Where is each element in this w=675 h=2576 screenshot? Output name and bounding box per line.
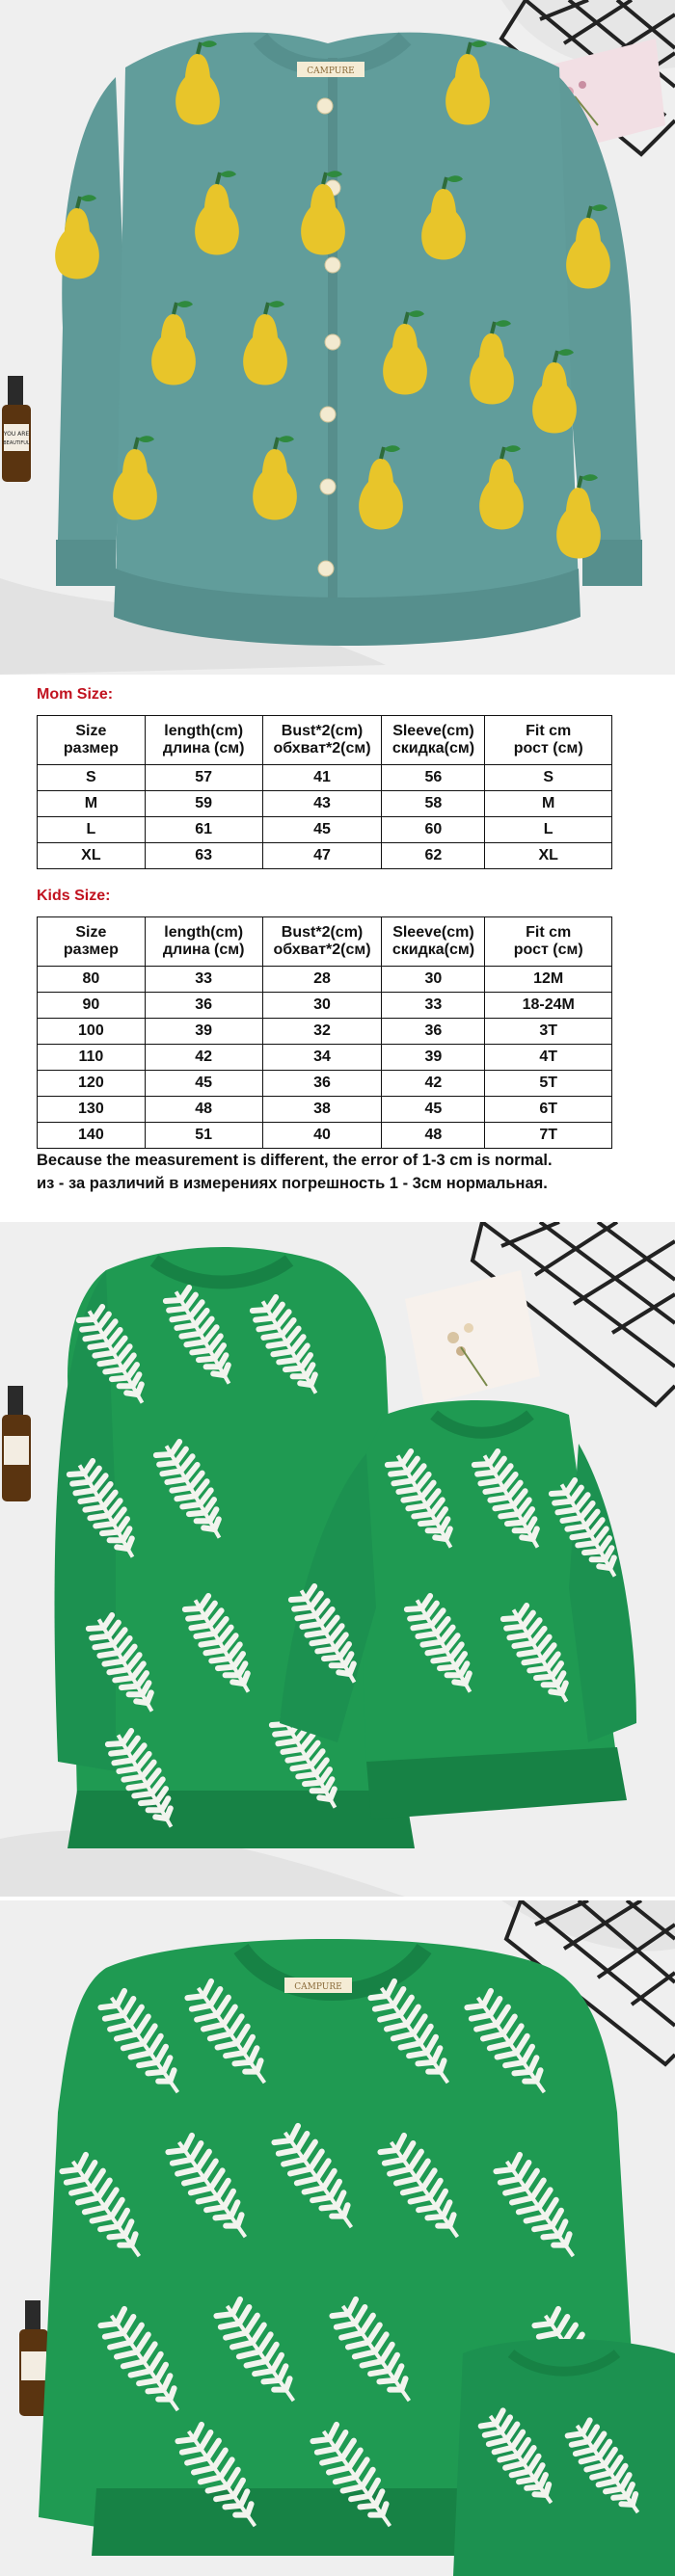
leaf-sweaters-pair-photo — [0, 1222, 675, 1897]
table-row — [38, 843, 612, 869]
table-cell: 48 — [145, 1097, 262, 1123]
table-cell: 43 — [262, 791, 382, 817]
header-label-en: length(cm) — [164, 924, 244, 941]
table-cell: 58 — [382, 791, 485, 817]
table-cell: 3T — [485, 1019, 612, 1045]
table-cell: 42 — [145, 1045, 262, 1071]
table-cell: 100 — [38, 1019, 146, 1045]
measurement-note-en: Because the measurement is different, the error of 1-3 cm is normal. — [37, 1152, 553, 1169]
mom-header-cell — [382, 716, 485, 765]
kids-size-table — [37, 916, 612, 1149]
header-label-ru: обхват*2(см) — [273, 942, 371, 958]
table-row — [38, 791, 612, 817]
mom-header-cell — [145, 716, 262, 765]
table-cell: 18-24M — [485, 993, 612, 1019]
header-label-ru: рост (см) — [513, 740, 583, 757]
table-cell: 40 — [262, 1123, 382, 1149]
kids-header-cell — [262, 917, 382, 967]
table-cell: XL — [485, 843, 612, 869]
table-cell: 4T — [485, 1045, 612, 1071]
table-cell: 42 — [382, 1071, 485, 1097]
mom-header-cell — [485, 716, 612, 765]
table-cell: XL — [38, 843, 146, 869]
table-cell: 45 — [262, 817, 382, 843]
brand-tag-label: CAMPURE — [307, 66, 355, 76]
mom-size-table — [37, 715, 612, 869]
table-cell: L — [485, 817, 612, 843]
table-cell: 39 — [382, 1045, 485, 1071]
table-cell: 45 — [382, 1097, 485, 1123]
bottle-label-line1: YOU ARE — [3, 431, 30, 438]
header-label-en: Fit cm — [526, 723, 572, 739]
table-cell: 61 — [145, 817, 262, 843]
kids-header-cell — [382, 917, 485, 967]
table-cell: 36 — [382, 1019, 485, 1045]
table-cell: 120 — [38, 1071, 146, 1097]
table-cell: 45 — [145, 1071, 262, 1097]
mom-header-cell — [38, 716, 146, 765]
table-row — [38, 765, 612, 791]
table-cell: S — [485, 765, 612, 791]
header-label-ru: скидка(см) — [392, 740, 475, 757]
table-row — [38, 1019, 612, 1045]
header-label-en: length(cm) — [164, 723, 244, 739]
table-row — [38, 817, 612, 843]
mom-header-row — [38, 716, 612, 765]
table-cell: L — [38, 817, 146, 843]
header-label-ru: размер — [63, 740, 119, 757]
table-row — [38, 993, 612, 1019]
table-cell: 47 — [262, 843, 382, 869]
table-cell: 33 — [382, 993, 485, 1019]
table-cell: 62 — [382, 843, 485, 869]
measurement-note-ru: из - за различий в измерениях погрешность 1 - 3см нормальная. — [37, 1175, 548, 1192]
mom-header-cell — [262, 716, 382, 765]
table-cell: 32 — [262, 1019, 382, 1045]
table-cell: 5T — [485, 1071, 612, 1097]
table-cell: 41 — [262, 765, 382, 791]
table-cell: 57 — [145, 765, 262, 791]
header-label-en: Size — [75, 723, 107, 739]
leaf-sweater-front-photo — [0, 1900, 675, 2576]
header-label-ru: размер — [63, 942, 119, 958]
table-cell: 7T — [485, 1123, 612, 1149]
table-cell: 36 — [262, 1071, 382, 1097]
header-label-en: Bust*2(cm) — [281, 924, 364, 941]
table-cell: 90 — [38, 993, 146, 1019]
kids-header-cell — [38, 917, 146, 967]
table-row — [38, 967, 612, 993]
table-cell: 39 — [145, 1019, 262, 1045]
table-cell: 140 — [38, 1123, 146, 1149]
table-cell: S — [38, 765, 146, 791]
kids-header-row — [38, 917, 612, 967]
table-row — [38, 1071, 612, 1097]
table-cell: 38 — [262, 1097, 382, 1123]
table-cell: 130 — [38, 1097, 146, 1123]
mom-size-title: Mom Size: — [37, 686, 114, 703]
pear-cardigan-photo — [0, 0, 675, 675]
table-cell: M — [38, 791, 146, 817]
header-label-ru: скидка(см) — [392, 942, 475, 958]
table-cell: 34 — [262, 1045, 382, 1071]
table-cell: 56 — [382, 765, 485, 791]
table-cell: 6T — [485, 1097, 612, 1123]
table-cell: 59 — [145, 791, 262, 817]
header-label-en: Size — [75, 924, 107, 941]
kids-header-cell — [485, 917, 612, 967]
table-cell: 48 — [382, 1123, 485, 1149]
header-label-en: Fit cm — [526, 924, 572, 941]
table-cell: 33 — [145, 967, 262, 993]
table-cell: 80 — [38, 967, 146, 993]
table-row — [38, 1045, 612, 1071]
kids-header-cell — [145, 917, 262, 967]
kids-size-title: Kids Size: — [37, 888, 111, 904]
table-row — [38, 1123, 612, 1149]
header-label-en: Sleeve(cm) — [392, 723, 474, 739]
kid-sweater-peek — [453, 2339, 675, 2576]
table-cell: 63 — [145, 843, 262, 869]
size-chart — [0, 675, 675, 1222]
table-cell: 28 — [262, 967, 382, 993]
brand-tag-label: CAMPURE — [294, 1982, 342, 1992]
header-label-en: Bust*2(cm) — [281, 723, 364, 739]
header-label-ru: рост (см) — [513, 942, 583, 958]
table-cell: 51 — [145, 1123, 262, 1149]
table-cell: 12M — [485, 967, 612, 993]
table-cell: 60 — [382, 817, 485, 843]
header-label-en: Sleeve(cm) — [392, 924, 474, 941]
pear-cardigan — [55, 33, 642, 646]
table-row — [38, 1097, 612, 1123]
table-cell: 30 — [382, 967, 485, 993]
header-label-ru: длина (см) — [162, 942, 245, 958]
header-label-ru: обхват*2(см) — [273, 740, 371, 757]
header-label-ru: длина (см) — [162, 740, 245, 757]
table-cell: 110 — [38, 1045, 146, 1071]
table-cell: M — [485, 791, 612, 817]
table-cell: 36 — [145, 993, 262, 1019]
table-cell: 30 — [262, 993, 382, 1019]
bottle-label-line2: BEAUTIFUL — [3, 440, 30, 446]
